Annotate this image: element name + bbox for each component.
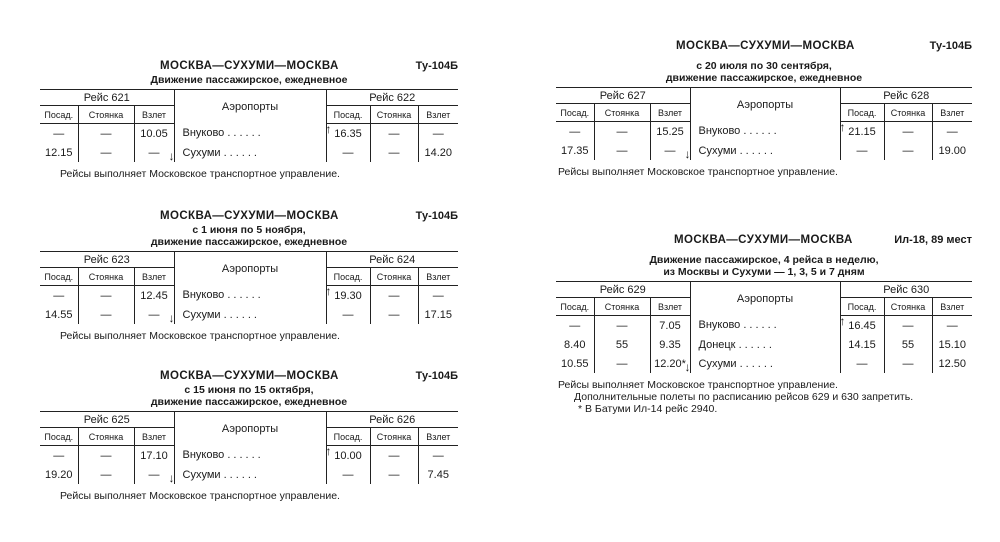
cell-arrival: 17.35 [556, 141, 594, 160]
cell-departure: 7.05 [659, 319, 681, 332]
cell-departure: 10.05 [140, 127, 168, 140]
cell-stop: — [78, 305, 134, 324]
col-arrival: Посад. [40, 106, 78, 124]
airport-name: Внуково [182, 449, 225, 462]
table-row [40, 446, 458, 466]
cell-departure: 15.25 [656, 125, 684, 138]
cell-departure: — [148, 146, 160, 159]
flight-out: Рейс 625 [40, 412, 174, 428]
airport-name: Внуково [698, 319, 741, 332]
leader-dots: ...... [227, 449, 264, 462]
arrow-down-icon: ↓ [168, 149, 175, 163]
cell-arrival: 8.40 [556, 335, 594, 354]
cell-departure: 12.20* [654, 357, 686, 370]
arrow-up-icon: ↑ [325, 283, 332, 298]
timetable [556, 281, 972, 373]
col-stop: Стоянка [78, 106, 134, 124]
cell-departure: — [432, 289, 444, 302]
route-title: МОСКВА—СУХУМИ—МОСКВА [676, 40, 855, 52]
schedule-note: из Москвы и Сухуми — 1, 3, 5 и 7 дням [663, 266, 865, 278]
aircraft-type: Ил-18, 89 мест [894, 234, 972, 246]
cell-arrival: 16.35 [326, 124, 370, 144]
cell-stop: — [594, 354, 650, 373]
airport-cell [690, 119, 846, 142]
col-departure: Взлет [932, 298, 972, 316]
flight-out: Рейс 623 [40, 252, 174, 268]
timetable-block-625-626 [40, 370, 458, 502]
timetable [40, 411, 458, 484]
col-stop: Стоянка [78, 428, 134, 446]
table-row [556, 141, 972, 160]
cell-stop: — [594, 316, 650, 336]
cell-stop: — [78, 143, 134, 162]
cell-stop: 55 [594, 335, 650, 354]
cell-departure: 9.35 [659, 338, 681, 351]
leader-dots: ...... [738, 338, 775, 351]
cell-departure: — [664, 144, 676, 157]
table-row [40, 124, 458, 144]
airports-header: Аэропорты [690, 282, 840, 316]
flight-out: Рейс 621 [40, 90, 174, 106]
cell-arrival: 14.55 [40, 305, 78, 324]
arrow-up-icon: ↑ [839, 119, 846, 134]
aircraft-type: Ту-104Б [929, 40, 972, 52]
cell-arrival: — [326, 465, 370, 484]
col-departure: Взлет [418, 428, 458, 446]
col-arrival: Посад. [840, 104, 884, 122]
leader-dots: ...... [739, 357, 776, 370]
cell-arrival: — [40, 446, 78, 466]
table-row [40, 143, 458, 162]
col-arrival: Посад. [840, 298, 884, 316]
cell-stop: — [370, 446, 418, 466]
cell-departure: 12.50 [938, 357, 967, 370]
airport-cell [684, 354, 840, 374]
timetable-block-627-628 [556, 40, 972, 178]
col-arrival: Посад. [326, 106, 370, 124]
col-departure: Взлет [134, 106, 174, 124]
leader-dots: ...... [227, 289, 264, 302]
flight-back: Рейс 622 [326, 90, 458, 106]
flight-out: Рейс 629 [556, 282, 690, 298]
footer-note: Рейсы выполняет Московское транспортное управление. [60, 330, 340, 342]
cell-stop: — [370, 124, 418, 144]
col-stop: Стоянка [370, 428, 418, 446]
col-departure: Взлет [418, 106, 458, 124]
cell-stop: — [594, 141, 650, 160]
cell-arrival: 21.15 [840, 122, 884, 142]
footer-note: Рейсы выполняет Московское транспортное управление. [558, 379, 838, 391]
airports-header: Аэропорты [174, 412, 326, 446]
col-departure: Взлет [932, 104, 972, 122]
table-row [556, 335, 972, 354]
airport-cell [174, 443, 332, 466]
cell-stop: — [78, 465, 134, 484]
airport-name: Внуково [698, 125, 741, 138]
timetable-block-629-630 [556, 234, 972, 415]
schedule-note: с 15 июня по 15 октября, [184, 384, 314, 396]
col-arrival: Посад. [40, 268, 78, 286]
schedule-note: движение пассажирское, ежедневное [665, 72, 863, 84]
cell-departure: — [148, 308, 160, 321]
leader-dots: ...... [223, 308, 260, 321]
table-row [556, 316, 972, 336]
cell-arrival: 19.20 [40, 465, 78, 484]
footer-note: Рейсы выполняет Московское транспортное управление. [60, 490, 340, 502]
airports-header: Аэропорты [174, 90, 326, 124]
cell-arrival: 10.55 [556, 354, 594, 373]
flight-back: Рейс 628 [840, 88, 972, 104]
arrow-down-icon: ↓ [168, 311, 175, 325]
cell-departure: 12.45 [140, 289, 168, 302]
table-row [556, 354, 972, 373]
airport-name: Внуково [182, 289, 225, 302]
additional-note: Дополнительные полеты по расписанию рейсов 629 и 630 запретить. [574, 391, 914, 403]
col-arrival: Посад. [326, 428, 370, 446]
airport-name: Сухуми [182, 308, 221, 321]
arrow-down-icon: ↓ [168, 471, 175, 485]
flight-back: Рейс 626 [326, 412, 458, 428]
airport-name: Сухуми [182, 468, 221, 481]
col-stop: Стоянка [370, 268, 418, 286]
footer-note: Рейсы выполняет Московское транспортное управление. [60, 168, 340, 180]
cell-departure: 17.15 [424, 308, 453, 321]
col-departure: Взлет [650, 298, 690, 316]
leader-dots: ...... [743, 125, 780, 138]
airport-cell [684, 141, 840, 161]
cell-stop: — [884, 122, 932, 142]
airport-name: Сухуми [698, 357, 737, 370]
airport-cell [690, 313, 846, 336]
arrow-up-icon: ↑ [325, 443, 332, 458]
leader-dots: ...... [223, 468, 260, 481]
cell-departure: — [946, 319, 958, 332]
route-title: МОСКВА—СУХУМИ—МОСКВА [674, 234, 853, 246]
airport-name: Донецк [698, 338, 736, 351]
col-stop: Стоянка [78, 268, 134, 286]
schedule-note: Движение пассажирское, ежедневное [150, 74, 348, 86]
schedule-note: с 1 июня по 5 ноября, [192, 224, 306, 236]
col-arrival: Посад. [556, 298, 594, 316]
cell-arrival: — [556, 316, 594, 336]
col-stop: Стоянка [594, 104, 650, 122]
cell-departure: 15.10 [938, 338, 967, 351]
cell-arrival: — [840, 141, 884, 160]
airports-header: Аэропорты [174, 252, 326, 286]
table-row [556, 122, 972, 142]
cell-stop: — [78, 124, 134, 144]
airport-cell [168, 465, 326, 485]
cell-arrival: — [326, 143, 370, 162]
cell-arrival: — [40, 124, 78, 144]
airport-cell [168, 305, 326, 325]
schedule-note: Движение пассажирское, 4 рейса в неделю, [649, 254, 879, 266]
arrow-up-icon: ↑ [839, 313, 846, 328]
timetable [40, 89, 458, 162]
col-stop: Стоянка [884, 298, 932, 316]
cell-departure: — [946, 125, 958, 138]
cell-stop: — [78, 446, 134, 466]
arrow-up-icon: ↑ [325, 121, 332, 136]
schedule-note: движение пассажирское, ежедневное [150, 396, 348, 408]
cell-stop: — [884, 354, 932, 373]
col-stop: Стоянка [884, 104, 932, 122]
cell-arrival: 19.30 [326, 286, 370, 306]
col-departure: Взлет [134, 268, 174, 286]
leader-dots: ...... [223, 146, 260, 159]
flight-back: Рейс 624 [326, 252, 458, 268]
airport-name: Внуково [182, 127, 225, 140]
cell-stop: — [370, 286, 418, 306]
cell-stop: — [884, 316, 932, 336]
airport-name: Сухуми [698, 144, 737, 157]
cell-arrival: 12.15 [40, 143, 78, 162]
cell-departure: 7.45 [427, 468, 449, 481]
cell-arrival: — [326, 305, 370, 324]
footer-note: Рейсы выполняет Московское транспортное управление. [558, 166, 838, 178]
cell-stop: — [78, 286, 134, 306]
aircraft-type: Ту-104Б [415, 210, 458, 222]
cell-departure: 17.10 [140, 449, 168, 462]
airport-cell [174, 121, 332, 144]
airport-name: Сухуми [182, 146, 221, 159]
schedule-note: движение пассажирское, ежедневное [150, 236, 348, 248]
col-departure: Взлет [650, 104, 690, 122]
leader-dots: ...... [743, 319, 780, 332]
cell-stop: — [884, 141, 932, 160]
cell-stop: — [370, 465, 418, 484]
leader-dots: ...... [739, 144, 776, 157]
airports-header: Аэропорты [690, 88, 840, 122]
cell-arrival: — [40, 286, 78, 306]
timetable [556, 87, 972, 160]
schedule-note: с 20 июля по 30 сентября, [696, 60, 832, 72]
table-row [40, 305, 458, 324]
timetable-block-623-624 [40, 210, 458, 342]
table-row [40, 286, 458, 306]
route-title: МОСКВА—СУХУМИ—МОСКВА [160, 370, 339, 382]
col-arrival: Посад. [326, 268, 370, 286]
cell-stop: — [370, 143, 418, 162]
cell-departure: 14.20 [424, 146, 453, 159]
cell-arrival: — [556, 122, 594, 142]
col-arrival: Посад. [40, 428, 78, 446]
cell-stop: 55 [884, 335, 932, 354]
cell-departure: 19.00 [938, 144, 967, 157]
col-departure: Взлет [134, 428, 174, 446]
airport-cell [174, 283, 332, 306]
aircraft-type: Ту-104Б [415, 60, 458, 72]
flight-back: Рейс 630 [840, 282, 972, 298]
cell-departure: — [432, 127, 444, 140]
col-stop: Стоянка [370, 106, 418, 124]
cell-arrival: — [840, 354, 884, 373]
airport-cell [690, 335, 840, 354]
col-departure: Взлет [418, 268, 458, 286]
asterisk-note: * В Батуми Ил-14 рейс 2940. [578, 403, 718, 415]
flight-out: Рейс 627 [556, 88, 690, 104]
timetable [40, 251, 458, 324]
timetable-block-621-622 [40, 60, 458, 180]
cell-stop: — [594, 122, 650, 142]
col-stop: Стоянка [594, 298, 650, 316]
arrow-down-icon: ↓ [684, 147, 691, 161]
col-arrival: Посад. [556, 104, 594, 122]
aircraft-type: Ту-104Б [415, 370, 458, 382]
cell-arrival: 16.45 [840, 316, 884, 336]
cell-stop: — [370, 305, 418, 324]
leader-dots: ...... [227, 127, 264, 140]
cell-departure: — [148, 468, 160, 481]
cell-arrival: 10.00 [326, 446, 370, 466]
cell-departure: — [432, 449, 444, 462]
route-title: МОСКВА—СУХУМИ—МОСКВА [160, 210, 339, 222]
route-title: МОСКВА—СУХУМИ—МОСКВА [160, 60, 339, 72]
cell-arrival: 14.15 [840, 335, 884, 354]
airport-cell [168, 143, 326, 163]
table-row [40, 465, 458, 484]
arrow-down-icon: ↓ [684, 360, 691, 374]
